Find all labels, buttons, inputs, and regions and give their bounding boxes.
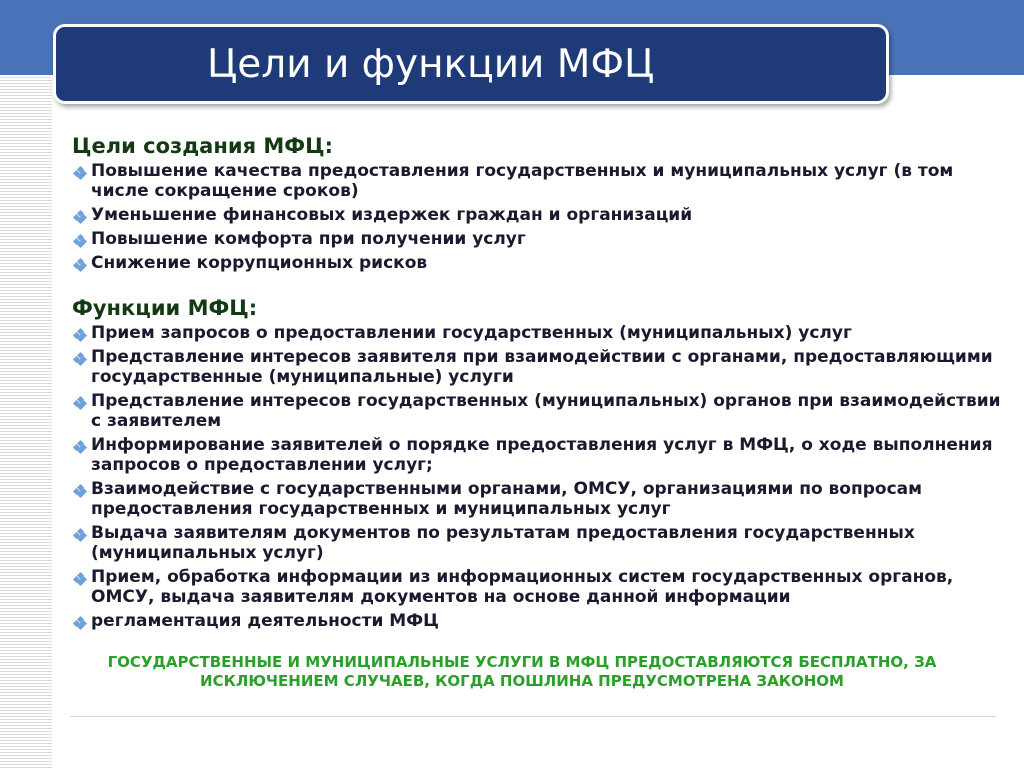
diamond-bullet-icon	[74, 529, 86, 541]
function-item	[72, 523, 1002, 563]
goal-item-text: Уменьшение финансовых издержек граждан и организаций	[91, 205, 693, 225]
goals-section	[72, 131, 1002, 273]
goal-item	[72, 253, 1002, 273]
function-item-text: Прием запросов о предоставлении государственных (муниципальных) услуг	[91, 323, 852, 343]
diamond-bullet-icon	[74, 353, 86, 365]
diamond-bullet-icon	[74, 167, 86, 179]
function-item-text: регламентация деятельности МФЦ	[91, 611, 439, 631]
diamond-bullet-icon	[74, 259, 86, 271]
functions-list	[72, 323, 1002, 631]
slide-content	[72, 131, 1002, 691]
bottom-divider	[70, 716, 996, 717]
function-item-text: Представление интересов государственных (муниципальных) органов при взаимодействии с заявителем	[91, 391, 1001, 431]
goals-heading: Цели создания МФЦ:	[72, 134, 333, 158]
slide-title: Цели и функции МФЦ	[207, 42, 655, 87]
function-item	[72, 391, 1002, 431]
function-item	[72, 611, 1002, 631]
function-item-text: Взаимодействие с государственными органами, ОМСУ, организациями по вопросам предоставления государственных и муниципальных услуг	[91, 479, 923, 519]
function-item-text: Выдача заявителям документов по результатам предоставления государственных (муниципальных услуг)	[91, 523, 915, 563]
diamond-bullet-icon	[74, 397, 86, 409]
functions-heading: Функции МФЦ:	[72, 296, 258, 320]
function-item	[72, 567, 1002, 607]
function-item	[72, 435, 1002, 475]
function-item-text: Информирование заявителей о порядке предоставления услуг в МФЦ, о ходе выполнения запросов о предоставлении услуг;	[91, 435, 993, 475]
function-item	[72, 479, 1002, 519]
diamond-bullet-icon	[74, 573, 86, 585]
goal-item	[72, 229, 1002, 249]
diamond-bullet-icon	[74, 235, 86, 247]
diamond-bullet-icon	[74, 617, 86, 629]
diamond-bullet-icon	[74, 329, 86, 341]
function-item-text: Представление интересов заявителя при взаимодействии с органами, предоставляющими государственные (муниципальные) услуги	[91, 347, 993, 387]
goal-item-text: Повышение качества предоставления государственных и муниципальных услуг (в том числе сокращение сроков)	[91, 161, 954, 201]
goals-list	[72, 161, 1002, 273]
function-item	[72, 347, 1002, 387]
diamond-bullet-icon	[74, 485, 86, 497]
function-item	[72, 323, 1002, 343]
diamond-bullet-icon	[74, 441, 86, 453]
goal-item	[72, 205, 1002, 225]
goal-item	[72, 161, 1002, 201]
footer-note: ГОСУДАРСТВЕННЫЕ И МУНИЦИПАЛЬНЫЕ УСЛУГИ В МФЦ ПРЕДОСТАВЛЯЮТСЯ БЕСПЛАТНО, ЗА ИСКЛЮЧЕНИЕМ СЛУЧАЕВ, КОГДА ПОШЛИНА ПРЕДУСМОТРЕНА ЗАКОНОМ	[107, 653, 937, 690]
goal-item-text: Повышение комфорта при получении услуг	[91, 229, 526, 249]
left-striped-margin	[0, 75, 52, 768]
function-item-text: Прием, обработка информации из информационных систем государственных органов, ОМСУ, выдача заявителям документов на основе данной информации	[91, 567, 954, 607]
functions-section	[72, 293, 1002, 631]
diamond-bullet-icon	[74, 211, 86, 223]
goal-item-text: Снижение коррупционных рисков	[91, 253, 428, 273]
